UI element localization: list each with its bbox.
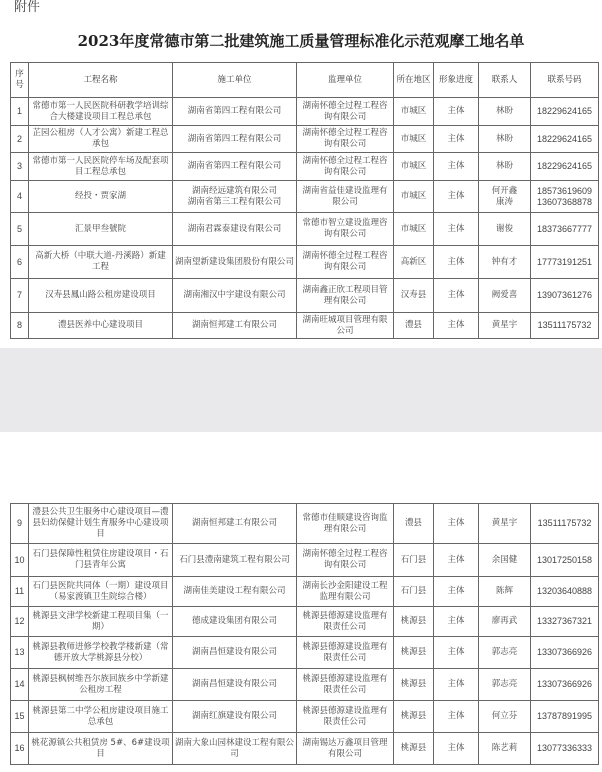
cell-contractor: 湖南佳美建设工程有限公司 — [173, 577, 297, 607]
cell-supervisor: 湖南怀德全过程工程咨询有限公司 — [297, 98, 394, 126]
cell-supervisor: 湖南长沙金阳建设工程监理有限公司 — [297, 577, 394, 607]
header-progress: 形象进度 — [434, 63, 479, 98]
cell-supervisor: 桃源县德源建设监理有限责任公司 — [297, 669, 394, 701]
cell-supervisor: 桃源县德源建设监理有限责任公司 — [297, 607, 394, 637]
cell-seq: 14 — [11, 669, 29, 701]
cell-progress: 主体 — [434, 181, 479, 213]
cell-seq: 4 — [11, 181, 29, 213]
cell-supervisor: 桃源县德源建设监理有限责任公司 — [297, 637, 394, 669]
cell-contact: 黄星宇 — [479, 504, 531, 544]
cell-contact: 林盼 — [479, 98, 531, 126]
cell-contractor: 湖南湘汉中宇建设有限公司 — [173, 279, 297, 313]
cell-supervisor: 湖南锡达万鑫项目管理有限公司 — [297, 733, 394, 765]
cell-district: 市城区 — [394, 153, 434, 181]
cell-phone: 18573619609 13607368878 — [531, 181, 599, 213]
table-row — [11, 733, 599, 765]
cell-contractor: 湖南经远建筑有限公司 湖南省第三工程有限公司 — [173, 181, 297, 213]
cell-district: 汉寿县 — [394, 279, 434, 313]
cell-seq: 8 — [11, 313, 29, 339]
cell-seq: 12 — [11, 607, 29, 637]
header-project-name: 工程名称 — [29, 63, 173, 98]
cell-contractor: 德成建设集团有限公司 — [173, 607, 297, 637]
table-row — [11, 126, 599, 153]
cell-contractor: 湖南大象山园林建设工程有限公司 — [173, 733, 297, 765]
cell-district: 桃源县 — [394, 637, 434, 669]
cell-contractor: 湖南君霖泰建设有限公司 — [173, 213, 297, 246]
table-row — [11, 607, 599, 637]
table-row — [11, 701, 599, 733]
document-title: 2023年度常德市第二批建筑施工质量管理标准化示范观摩工地名单 — [77, 32, 525, 50]
cell-project-name: 经投・贾家湖 — [29, 181, 173, 213]
cell-supervisor: 湖南省益佳建设监理有限公司 — [297, 181, 394, 213]
cell-phone: 13511175732 — [531, 313, 599, 339]
cell-progress: 主体 — [434, 607, 479, 637]
cell-supervisor: 湖南鑫正欣工程项目管理有限公司 — [297, 279, 394, 313]
cell-phone: 18373667777 — [531, 213, 599, 246]
page-1 — [0, 0, 602, 348]
cell-project-name: 桃源县枫树维吾尔族回族乡中学新建公租房工程 — [29, 669, 173, 701]
cell-progress: 主体 — [434, 313, 479, 339]
cell-phone: 18229624165 — [531, 98, 599, 126]
header-phone: 联系号码 — [531, 63, 599, 98]
cell-project-name: 桃源县文津学校新建工程项目集（一期） — [29, 607, 173, 637]
cell-progress: 主体 — [434, 246, 479, 279]
cell-phone: 18229624165 — [531, 153, 599, 181]
cell-supervisor: 湖南怀德全过程工程咨询有限公司 — [297, 126, 394, 153]
cell-progress: 主体 — [434, 98, 479, 126]
cell-phone: 13077336333 — [531, 733, 599, 765]
cell-contractor: 湖南红旗建设有限公司 — [173, 701, 297, 733]
header-district: 所在地区 — [394, 63, 434, 98]
cell-seq: 1 — [11, 98, 29, 126]
cell-progress: 主体 — [434, 701, 479, 733]
table-row — [11, 279, 599, 313]
cell-seq: 7 — [11, 279, 29, 313]
cell-seq: 6 — [11, 246, 29, 279]
table-row — [11, 504, 599, 544]
table-row — [11, 544, 599, 577]
cell-contractor: 湖南恒邦建工有限公司 — [173, 313, 297, 339]
cell-contact: 郭志亮 — [479, 637, 531, 669]
cell-contractor: 石门县澧南建筑工程有限公司 — [173, 544, 297, 577]
cell-project-name: 桃源县第二中学公租房建设项目施工总承包 — [29, 701, 173, 733]
cell-district: 桃源县 — [394, 607, 434, 637]
cell-phone: 13307366926 — [531, 637, 599, 669]
cell-progress: 主体 — [434, 126, 479, 153]
cell-contractor: 湖南省第四工程有限公司 — [173, 126, 297, 153]
cell-project-name: 常德市第一人民医院科研教学培训综合大楼建设项目工程总承包 — [29, 98, 173, 126]
table-header — [11, 63, 599, 98]
cell-contractor: 湖南恒邦建工有限公司 — [173, 504, 297, 544]
cell-contractor: 湖南望新建设集团股份有限公司 — [173, 246, 297, 279]
cell-seq: 13 — [11, 637, 29, 669]
cell-supervisor: 湖南怀德全过程工程咨询有限公司 — [297, 246, 394, 279]
cell-contact: 黄星宇 — [479, 313, 531, 339]
table-row — [11, 153, 599, 181]
cell-contact: 钟有才 — [479, 246, 531, 279]
cell-progress: 主体 — [434, 733, 479, 765]
cell-progress: 主体 — [434, 213, 479, 246]
cell-project-name: 桃源县教师进修学校教学楼新建（常德开放大学桃源县分校） — [29, 637, 173, 669]
cell-contractor: 湖南省第四工程有限公司 — [173, 98, 297, 126]
cell-contact: 陈辉 — [479, 577, 531, 607]
cell-project-name: 高新大桥（中联大道-丹溪路）新建工程 — [29, 246, 173, 279]
header-contact: 联系人 — [479, 63, 531, 98]
cell-progress: 主体 — [434, 637, 479, 669]
cell-contact: 林盼 — [479, 126, 531, 153]
cell-phone: 13307366926 — [531, 669, 599, 701]
cell-phone: 13203640888 — [531, 577, 599, 607]
table-row — [11, 577, 599, 607]
attachment-label: 附件 — [14, 0, 41, 15]
cell-supervisor: 湖南怀德全过程工程咨询有限公司 — [297, 544, 394, 577]
cell-district: 市城区 — [394, 181, 434, 213]
cell-district: 桃源县 — [394, 701, 434, 733]
table-row — [11, 213, 599, 246]
cell-district: 市城区 — [394, 213, 434, 246]
cell-project-name: 澧县公共卫生服务中心建设项目—澧县妇幼保健计划生育服务中心建设项目 — [29, 504, 173, 544]
cell-supervisor: 湖南旺城项目管理有限公司 — [297, 313, 394, 339]
cell-contractor: 湖南昌恒建设有限公司 — [173, 637, 297, 669]
cell-supervisor: 桃源县德源建设监理有限责任公司 — [297, 701, 394, 733]
cell-project-name: 石门县医院共同体（一期）建设项目（易家渡镇卫生院综合楼） — [29, 577, 173, 607]
cell-project-name: 石门县保障性租赁住房建设项目・石门县青年公寓 — [29, 544, 173, 577]
cell-contact: 何立芬 — [479, 701, 531, 733]
cell-contact: 谢俊 — [479, 213, 531, 246]
cell-phone: 13017250158 — [531, 544, 599, 577]
cell-phone: 13907361276 — [531, 279, 599, 313]
cell-contact: 林盼 — [479, 153, 531, 181]
cell-district: 桃源县 — [394, 669, 434, 701]
cell-district: 市城区 — [394, 126, 434, 153]
cell-supervisor: 湖南怀德全过程工程咨询有限公司 — [297, 153, 394, 181]
table-row — [11, 313, 599, 339]
cell-seq: 5 — [11, 213, 29, 246]
cell-district: 澧县 — [394, 504, 434, 544]
cell-district: 高新区 — [394, 246, 434, 279]
cell-project-name: 桃花源镇公共租赁房 5#、6#建设项目 — [29, 733, 173, 765]
cell-seq: 10 — [11, 544, 29, 577]
cell-progress: 主体 — [434, 544, 479, 577]
cell-contact: 陈艺莉 — [479, 733, 531, 765]
cell-seq: 11 — [11, 577, 29, 607]
cell-contractor: 湖南省第四工程有限公司 — [173, 153, 297, 181]
cell-progress: 主体 — [434, 153, 479, 181]
cell-project-name: 常德市第一人民医院停车场及配套项目工程总承包 — [29, 153, 173, 181]
cell-progress: 主体 — [434, 279, 479, 313]
cell-seq: 16 — [11, 733, 29, 765]
cell-phone: 13327367321 — [531, 607, 599, 637]
table-row — [11, 637, 599, 669]
cell-phone: 13787891995 — [531, 701, 599, 733]
cell-seq: 3 — [11, 153, 29, 181]
cell-progress: 主体 — [434, 504, 479, 544]
cell-district: 澧县 — [394, 313, 434, 339]
header-seq: 序号 — [11, 63, 29, 98]
site-list-table — [10, 62, 599, 339]
header-supervisor: 监理单位 — [297, 63, 394, 98]
cell-project-name: 澧县医养中心建设项目 — [29, 313, 173, 339]
cell-phone: 17773191251 — [531, 246, 599, 279]
table-row — [11, 98, 599, 126]
cell-contact: 廖再武 — [479, 607, 531, 637]
cell-seq: 2 — [11, 126, 29, 153]
cell-contact: 阙爱喜 — [479, 279, 531, 313]
table-row — [11, 669, 599, 701]
cell-project-name: 汉寿县鳳山路公租房建设项目 — [29, 279, 173, 313]
cell-contact: 郭志亮 — [479, 669, 531, 701]
cell-seq: 9 — [11, 504, 29, 544]
cell-district: 石门县 — [394, 544, 434, 577]
cell-phone: 18229624165 — [531, 126, 599, 153]
table-row — [11, 181, 599, 213]
cell-seq: 15 — [11, 701, 29, 733]
cell-district: 石门县 — [394, 577, 434, 607]
cell-supervisor: 常德市智立建设监理咨询有限公司 — [297, 213, 394, 246]
cell-progress: 主体 — [434, 669, 479, 701]
cell-contractor: 湖南昌恒建设有限公司 — [173, 669, 297, 701]
cell-phone: 13511175732 — [531, 504, 599, 544]
header-contractor: 施工单位 — [173, 63, 297, 98]
page-2 — [0, 432, 602, 772]
cell-district: 桃源县 — [394, 733, 434, 765]
cell-district: 市城区 — [394, 98, 434, 126]
cell-contact: 余国健 — [479, 544, 531, 577]
cell-project-name: 汇景甲叁號院 — [29, 213, 173, 246]
cell-progress: 主体 — [434, 577, 479, 607]
site-list-table-continued — [10, 503, 599, 765]
cell-contact: 何开鑫 康涛 — [479, 181, 531, 213]
cell-supervisor: 常德市佳顺建设咨询监理有限公司 — [297, 504, 394, 544]
table-row — [11, 246, 599, 279]
cell-project-name: 芷园公租房（人才公寓）新建工程总承包 — [29, 126, 173, 153]
